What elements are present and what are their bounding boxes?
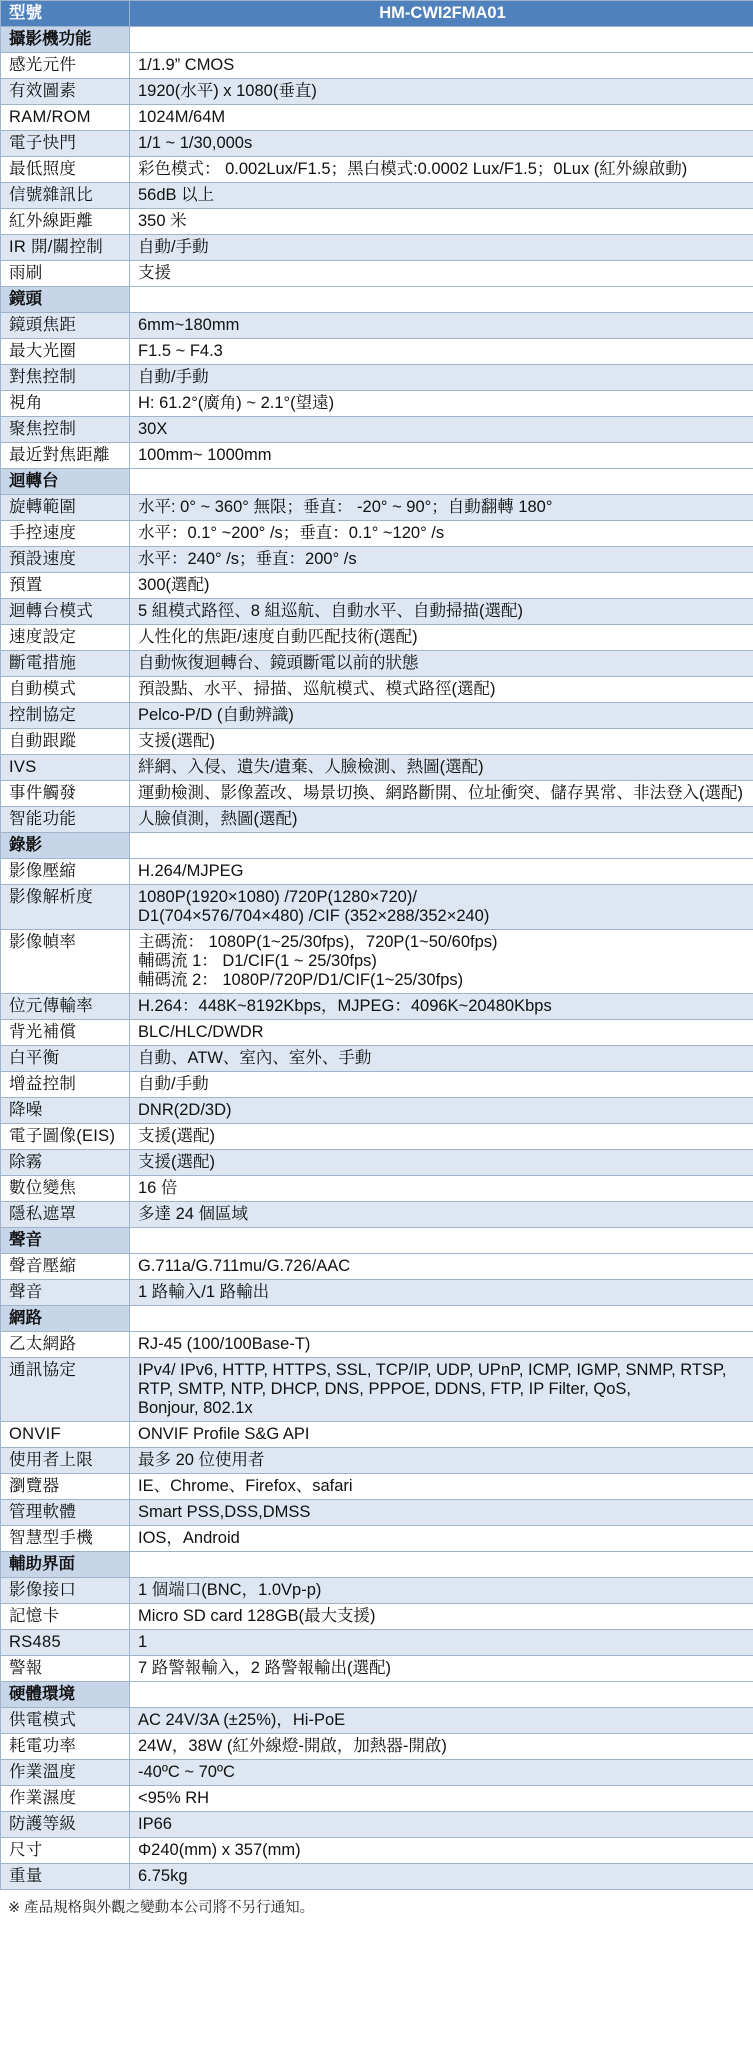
spec-row	[1, 1838, 753, 1864]
spec-value: 支援(選配)	[130, 729, 753, 755]
spec-label: 防護等級	[1, 1812, 130, 1838]
spec-value: 自動/手動	[130, 235, 753, 261]
spec-row	[1, 1358, 753, 1422]
section-header	[1, 287, 753, 313]
spec-value: 1/1.9” CMOS	[130, 53, 753, 79]
spec-label: 最近對焦距離	[1, 443, 130, 469]
spec-label: ONVIF	[1, 1422, 130, 1448]
spec-value: Micro SD card 128GB(最大支援)	[130, 1604, 753, 1630]
spec-label: 降噪	[1, 1098, 130, 1124]
spec-value: 運動檢測、影像蓋改、場景切換、網路斷開、位址衝突、儲存異常、非法登入(選配)	[130, 781, 753, 807]
spec-label: 電子快門	[1, 131, 130, 157]
spec-label: 預置	[1, 573, 130, 599]
spec-value: -40ºC ~ 70ºC	[130, 1760, 753, 1786]
spec-value: 1	[130, 1630, 753, 1656]
spec-label: 增益控制	[1, 1072, 130, 1098]
spec-label: 智慧型手機	[1, 1526, 130, 1552]
spec-row	[1, 755, 753, 781]
spec-value: 6.75kg	[130, 1864, 753, 1890]
spec-value: 多達 24 個區域	[130, 1202, 753, 1228]
spec-label: 電子圖像(EIS)	[1, 1124, 130, 1150]
spec-label: IR 開/關控制	[1, 235, 130, 261]
spec-label: 對焦控制	[1, 365, 130, 391]
spec-row	[1, 781, 753, 807]
spec-value: DNR(2D/3D)	[130, 1098, 753, 1124]
section-header	[1, 1682, 753, 1708]
spec-label: 智能功能	[1, 807, 130, 833]
spec-row	[1, 1760, 753, 1786]
spec-value: G.711a/G.711mu/G.726/AAC	[130, 1254, 753, 1280]
section-header	[1, 27, 753, 53]
spec-row	[1, 1176, 753, 1202]
section-blank-cell	[130, 1306, 753, 1332]
spec-value: 自動恢復迴轉台、鏡頭斷電以前的狀態	[130, 651, 753, 677]
spec-label: 手控速度	[1, 521, 130, 547]
spec-value: 支援	[130, 261, 753, 287]
section-header	[1, 1228, 753, 1254]
section-blank-cell	[130, 833, 753, 859]
spec-label: 信號雜訊比	[1, 183, 130, 209]
spec-label: 供電模式	[1, 1708, 130, 1734]
spec-value: BLC/HLC/DWDR	[130, 1020, 753, 1046]
spec-value: 350 米	[130, 209, 753, 235]
spec-row	[1, 79, 753, 105]
spec-label: 視角	[1, 391, 130, 417]
spec-row	[1, 1500, 753, 1526]
spec-row	[1, 365, 753, 391]
spec-value: 16 倍	[130, 1176, 753, 1202]
spec-value: 56dB 以上	[130, 183, 753, 209]
spec-label: 聚焦控制	[1, 417, 130, 443]
spec-row	[1, 391, 753, 417]
spec-row	[1, 1786, 753, 1812]
spec-row	[1, 1202, 753, 1228]
section-title: 攝影機功能	[1, 27, 130, 53]
spec-label: 最大光圈	[1, 339, 130, 365]
spec-label: 管理軟體	[1, 1500, 130, 1526]
section-blank-cell	[130, 1552, 753, 1578]
table-header	[1, 1, 753, 27]
spec-row	[1, 703, 753, 729]
model-name: HM-CWI2FMA01	[130, 1, 753, 27]
spec-row	[1, 885, 753, 930]
spec-row	[1, 157, 753, 183]
spec-value: 1024M/64M	[130, 105, 753, 131]
spec-row	[1, 1046, 753, 1072]
spec-label: 最低照度	[1, 157, 130, 183]
spec-row	[1, 1020, 753, 1046]
spec-row	[1, 339, 753, 365]
spec-value: 300(選配)	[130, 573, 753, 599]
spec-value: Smart PSS,DSS,DMSS	[130, 1500, 753, 1526]
spec-label: 事件觸發	[1, 781, 130, 807]
spec-label: RS485	[1, 1630, 130, 1656]
spec-label: 斷電措施	[1, 651, 130, 677]
spec-label: 自動模式	[1, 677, 130, 703]
spec-value: 人性化的焦距/速度自動匹配技術(選配)	[130, 625, 753, 651]
spec-row	[1, 1864, 753, 1890]
spec-row	[1, 1630, 753, 1656]
footnote: ※ 產品規格與外觀之變動本公司將不另行通知。	[8, 1900, 315, 1916]
spec-row	[1, 313, 753, 339]
spec-row	[1, 1474, 753, 1500]
spec-value: 7 路警報輸入，2 路警報輸出(選配)	[130, 1656, 753, 1682]
spec-row	[1, 677, 753, 703]
spec-label: 數位變焦	[1, 1176, 130, 1202]
spec-value: 自動/手動	[130, 1072, 753, 1098]
spec-label: 隱私遮罩	[1, 1202, 130, 1228]
spec-row	[1, 729, 753, 755]
spec-row	[1, 573, 753, 599]
spec-value: 5 組模式路徑、8 組巡航、自動水平、自動掃描(選配)	[130, 599, 753, 625]
spec-row	[1, 1150, 753, 1176]
section-title: 硬體環境	[1, 1682, 130, 1708]
spec-label: 影像解析度	[1, 885, 130, 930]
spec-label: 感光元件	[1, 53, 130, 79]
spec-label: 雨刷	[1, 261, 130, 287]
section-header	[1, 1306, 753, 1332]
spec-value: 預設點、水平、掃描、巡航模式、模式路徑(選配)	[130, 677, 753, 703]
spec-value: H.264：448K~8192Kbps，MJPEG：4096K~20480Kbps	[130, 994, 753, 1020]
spec-body	[1, 27, 753, 1890]
spec-label: 警報	[1, 1656, 130, 1682]
spec-value: ONVIF Profile S&G API	[130, 1422, 753, 1448]
spec-row	[1, 495, 753, 521]
section-blank-cell	[130, 1228, 753, 1254]
spec-value: 主碼流： 1080P(1~25/30fps)，720P(1~50/60fps) 輔碼流 1： D1/CIF(1 ~ 25/30fps) 輔碼流 2： 1080P/720P/D1/CIF(1~25/30fps)	[130, 930, 753, 994]
section-header	[1, 1552, 753, 1578]
spec-row	[1, 1578, 753, 1604]
spec-label: 影像壓縮	[1, 859, 130, 885]
spec-row	[1, 209, 753, 235]
spec-value: IPv4/ IPv6, HTTP, HTTPS, SSL, TCP/IP, UDP, UPnP, ICMP, IGMP, SNMP, RTSP, RTP, SMTP, NTP, DHCP, DNS, PPPOE, DDNS, FTP, IP Filter, QoS, Bonjour, 802.1x	[130, 1358, 753, 1422]
spec-value: 水平: 0° ~ 360° 無限；垂直： -20° ~ 90°；自動翻轉 180°	[130, 495, 753, 521]
spec-label: 記憶卡	[1, 1604, 130, 1630]
spec-row	[1, 521, 753, 547]
spec-row	[1, 1422, 753, 1448]
spec-row	[1, 1098, 753, 1124]
spec-label: 聲音壓縮	[1, 1254, 130, 1280]
spec-value: H: 61.2°(廣角) ~ 2.1°(望遠)	[130, 391, 753, 417]
section-title: 輔助界面	[1, 1552, 130, 1578]
spec-value: 支援(選配)	[130, 1150, 753, 1176]
section-blank-cell	[130, 1682, 753, 1708]
spec-row	[1, 1734, 753, 1760]
spec-label: 通訊協定	[1, 1358, 130, 1422]
section-title: 迴轉台	[1, 469, 130, 495]
section-blank-cell	[130, 27, 753, 53]
spec-value: 支援(選配)	[130, 1124, 753, 1150]
spec-label: IVS	[1, 755, 130, 781]
spec-value: 1 個端口(BNC，1.0Vp-p)	[130, 1578, 753, 1604]
spec-row	[1, 1604, 753, 1630]
section-blank-cell	[130, 469, 753, 495]
spec-label: 預設速度	[1, 547, 130, 573]
spec-row	[1, 131, 753, 157]
spec-row	[1, 651, 753, 677]
spec-row	[1, 235, 753, 261]
spec-row	[1, 1656, 753, 1682]
spec-row	[1, 625, 753, 651]
spec-label: RAM/ROM	[1, 105, 130, 131]
spec-value: IE、Chrome、Firefox、safari	[130, 1474, 753, 1500]
spec-value: 自動、ATW、室內、室外、手動	[130, 1046, 753, 1072]
spec-value: 最多 20 位使用者	[130, 1448, 753, 1474]
spec-value: <95% RH	[130, 1786, 753, 1812]
spec-label: 耗電功率	[1, 1734, 130, 1760]
spec-row	[1, 1526, 753, 1552]
spec-value: 人臉偵測，熱圖(選配)	[130, 807, 753, 833]
spec-label: 除霧	[1, 1150, 130, 1176]
spec-label: 鏡頭焦距	[1, 313, 130, 339]
section-header	[1, 469, 753, 495]
spec-value: F1.5 ~ F4.3	[130, 339, 753, 365]
spec-label: 背光補償	[1, 1020, 130, 1046]
spec-value: AC 24V/3A (±25%)，Hi-PoE	[130, 1708, 753, 1734]
spec-label: 使用者上限	[1, 1448, 130, 1474]
spec-row	[1, 1254, 753, 1280]
spec-value: RJ-45 (100/100Base-T)	[130, 1332, 753, 1358]
spec-label: 影像接口	[1, 1578, 130, 1604]
spec-row	[1, 807, 753, 833]
spec-row	[1, 859, 753, 885]
spec-value: 100mm~ 1000mm	[130, 443, 753, 469]
spec-label: 影像幀率	[1, 930, 130, 994]
section-blank-cell	[130, 287, 753, 313]
section-title: 網路	[1, 1306, 130, 1332]
section-title: 錄影	[1, 833, 130, 859]
spec-value: 彩色模式： 0.002Lux/F1.5；黑白模式:0.0002 Lux/F1.5；0Lux (紅外線啟動)	[130, 157, 753, 183]
section-title: 鏡頭	[1, 287, 130, 313]
spec-value: 自動/手動	[130, 365, 753, 391]
header-label: 型號	[1, 1, 130, 27]
spec-row	[1, 105, 753, 131]
spec-value: Φ240(mm) x 357(mm)	[130, 1838, 753, 1864]
spec-label: 乙太網路	[1, 1332, 130, 1358]
spec-value: 1080P(1920×1080) /720P(1280×720)/ D1(704×576/704×480) /CIF (352×288/352×240)	[130, 885, 753, 930]
spec-value: 1/1 ~ 1/30,000s	[130, 131, 753, 157]
spec-label: 紅外線距離	[1, 209, 130, 235]
spec-row	[1, 1708, 753, 1734]
spec-value: 1920(水平) x 1080(垂直)	[130, 79, 753, 105]
spec-value: 絆網、入侵、遺失/遺棄、人臉檢測、熱圖(選配)	[130, 755, 753, 781]
spec-value: IOS，Android	[130, 1526, 753, 1552]
spec-label: 控制協定	[1, 703, 130, 729]
spec-value: 24W，38W (紅外線燈-開啟，加熱器-開啟)	[130, 1734, 753, 1760]
spec-row	[1, 183, 753, 209]
spec-label: 迴轉台模式	[1, 599, 130, 625]
spec-value: H.264/MJPEG	[130, 859, 753, 885]
spec-value: 水平：0.1° ~200° /s；垂直：0.1° ~120° /s	[130, 521, 753, 547]
spec-label: 位元傳輸率	[1, 994, 130, 1020]
spec-label: 速度設定	[1, 625, 130, 651]
spec-label: 旋轉範圍	[1, 495, 130, 521]
spec-row	[1, 417, 753, 443]
section-header	[1, 833, 753, 859]
spec-label: 尺寸	[1, 1838, 130, 1864]
spec-row	[1, 930, 753, 994]
spec-row	[1, 1280, 753, 1306]
spec-value: 6mm~180mm	[130, 313, 753, 339]
section-title: 聲音	[1, 1228, 130, 1254]
spec-label: 重量	[1, 1864, 130, 1890]
spec-row	[1, 547, 753, 573]
spec-label: 作業濕度	[1, 1786, 130, 1812]
spec-label: 有效圖素	[1, 79, 130, 105]
spec-value: 30X	[130, 417, 753, 443]
spec-label: 作業溫度	[1, 1760, 130, 1786]
spec-value: Pelco-P/D (自動辨識)	[130, 703, 753, 729]
spec-value: IP66	[130, 1812, 753, 1838]
spec-row	[1, 261, 753, 287]
spec-label: 白平衡	[1, 1046, 130, 1072]
spec-row	[1, 994, 753, 1020]
spec-value: 1 路輸入/1 路輸出	[130, 1280, 753, 1306]
spec-row	[1, 1332, 753, 1358]
spec-value: 水平：240° /s；垂直：200° /s	[130, 547, 753, 573]
spec-label: 自動跟蹤	[1, 729, 130, 755]
spec-row	[1, 599, 753, 625]
spec-label: 聲音	[1, 1280, 130, 1306]
spec-label: 瀏覽器	[1, 1474, 130, 1500]
spec-row	[1, 443, 753, 469]
spec-row	[1, 53, 753, 79]
spec-row	[1, 1448, 753, 1474]
spec-row	[1, 1812, 753, 1838]
spec-row	[1, 1072, 753, 1098]
spec-row	[1, 1124, 753, 1150]
